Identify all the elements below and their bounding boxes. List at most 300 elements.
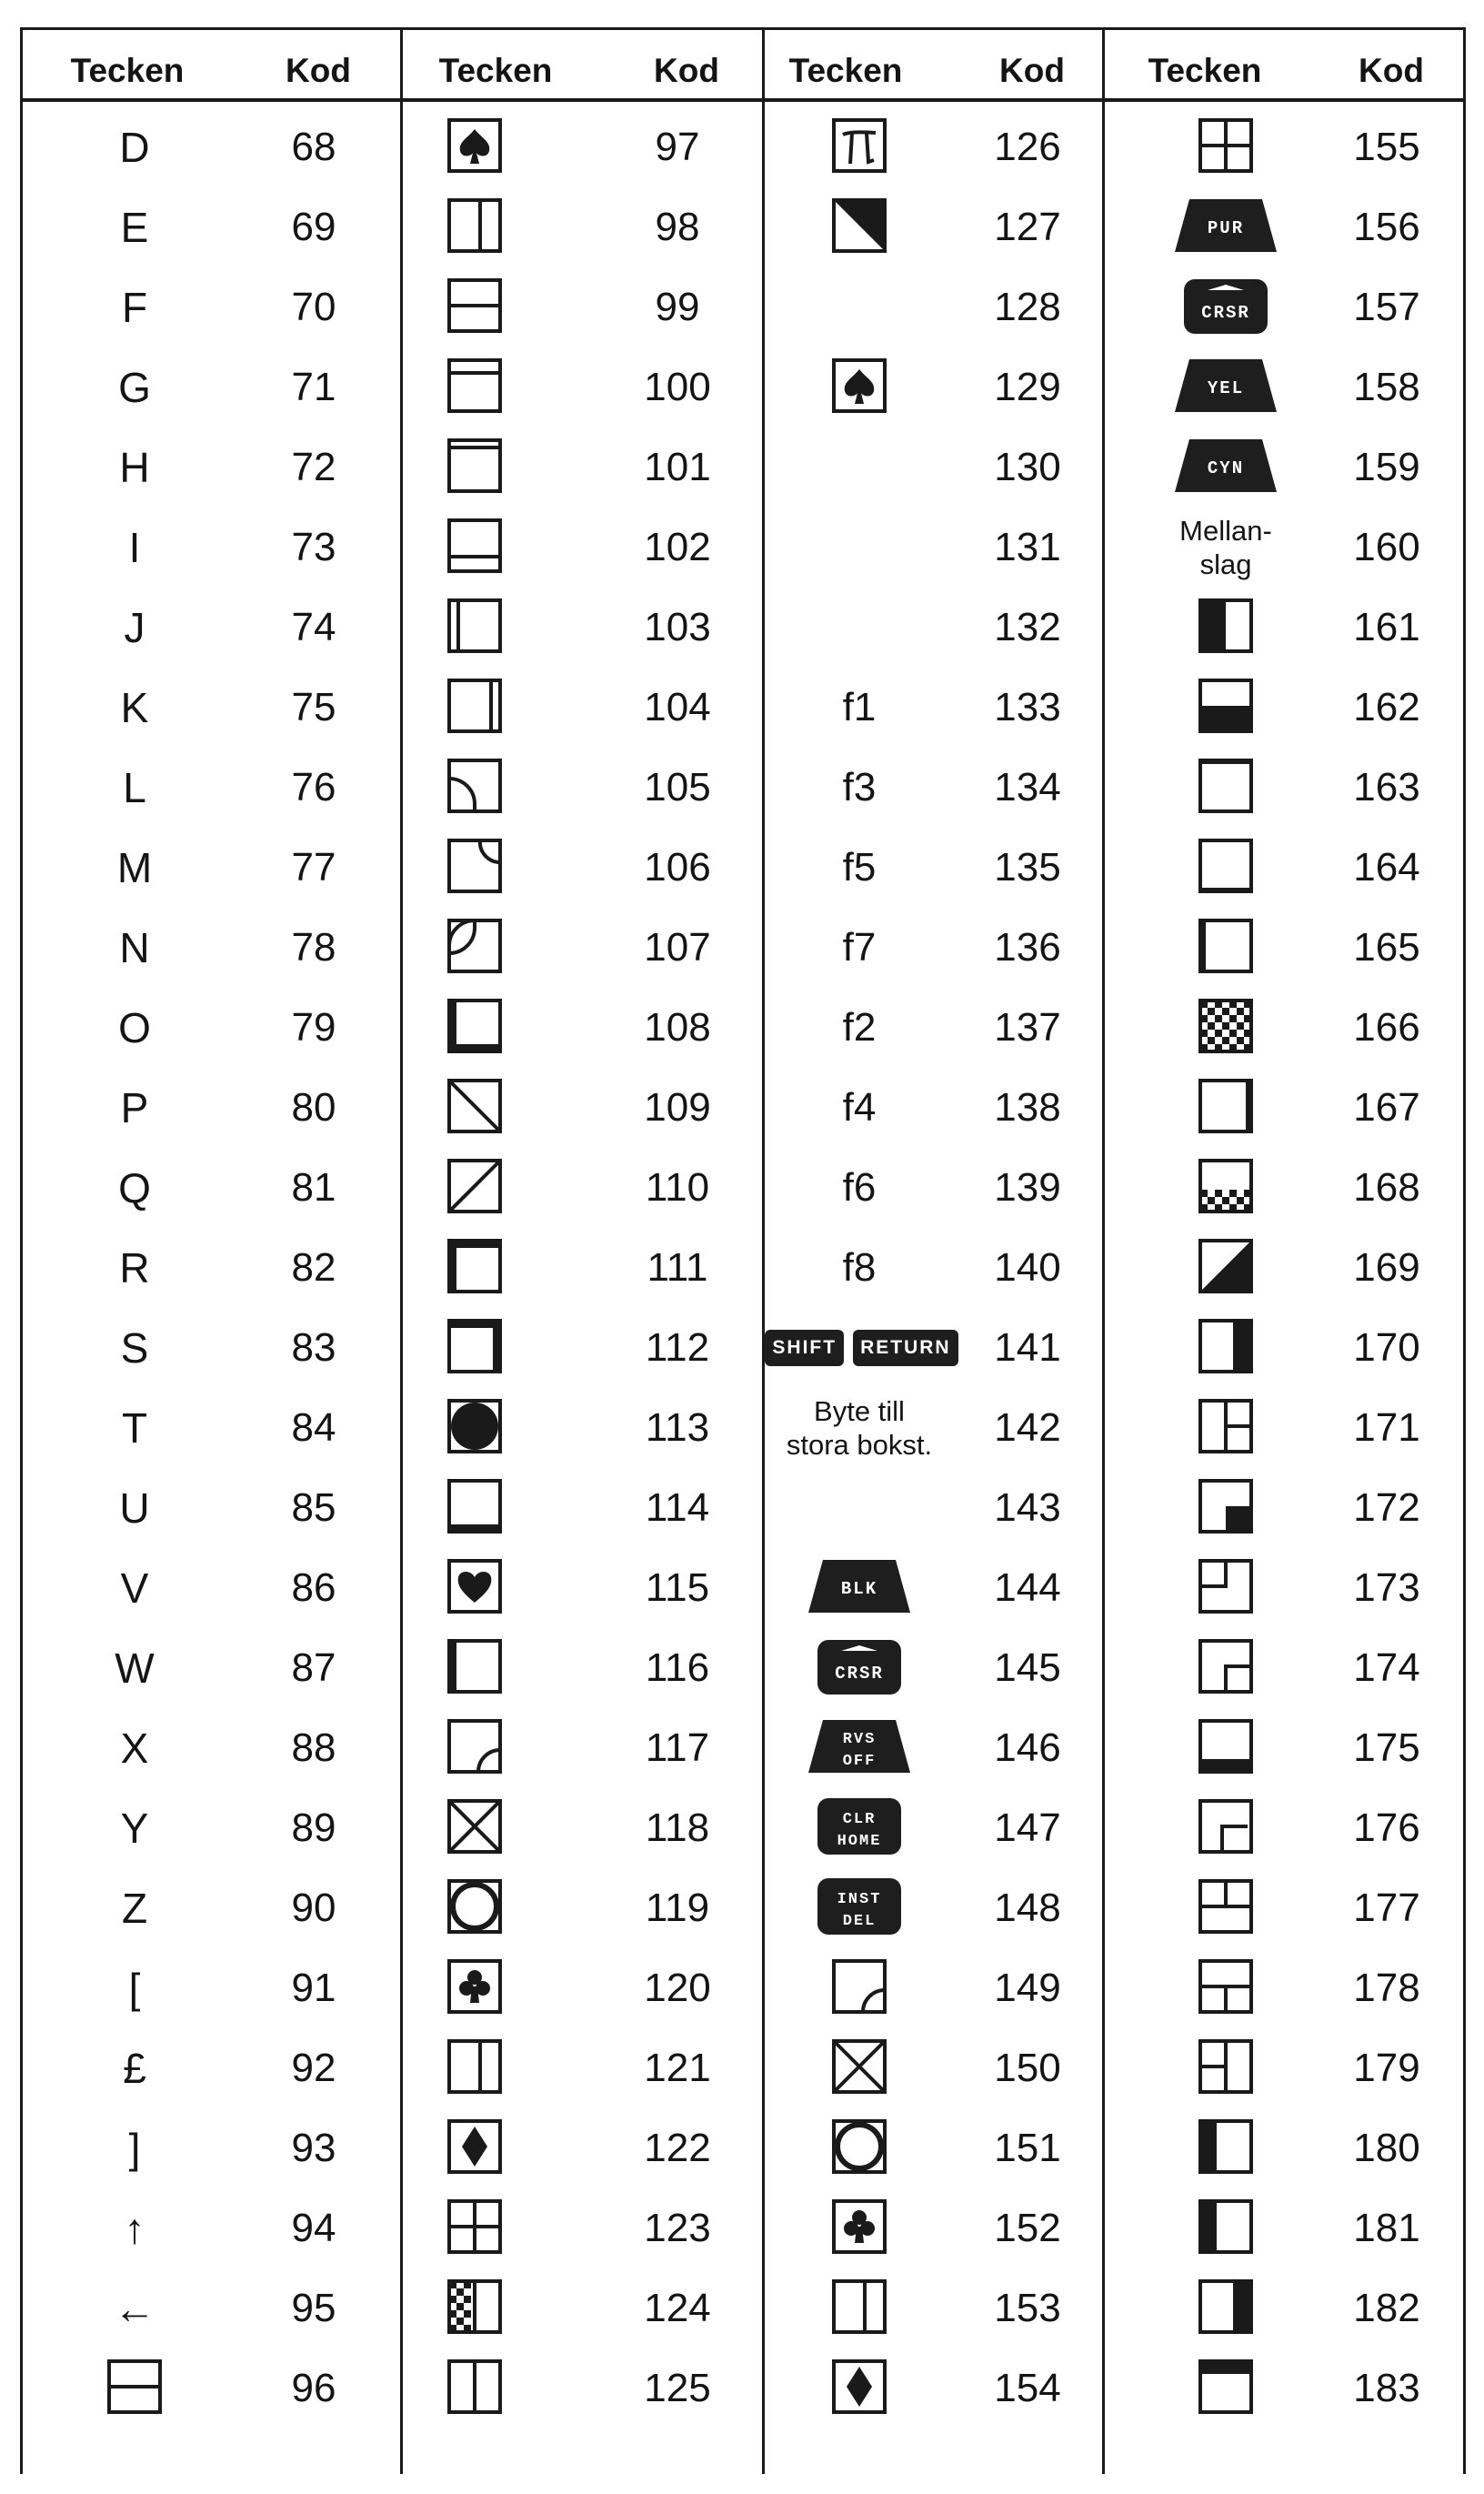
code-value: 169 xyxy=(1353,1245,1420,1290)
code-value: 160 xyxy=(1353,525,1420,569)
code-value: 99 xyxy=(655,285,700,329)
character-cell xyxy=(388,515,561,580)
code-value: 71 xyxy=(291,365,336,409)
code-value: 172 xyxy=(1353,1485,1420,1530)
pur-key-icon xyxy=(1171,196,1280,260)
character-cell xyxy=(388,995,561,1061)
code-value: 121 xyxy=(644,2046,711,2090)
character-cell xyxy=(388,755,561,820)
header-kod-2: Kod xyxy=(654,52,719,89)
code-value: 119 xyxy=(645,1886,710,1930)
character-cell xyxy=(388,275,561,340)
spade-icon xyxy=(446,116,504,179)
header-tecken-2: Tecken xyxy=(438,52,553,89)
character-value: X xyxy=(120,1725,149,1772)
code-value: 112 xyxy=(645,1325,710,1370)
character-value: ↑ xyxy=(124,2205,145,2252)
code-value: 83 xyxy=(291,1325,336,1370)
character-cell xyxy=(388,1795,561,1861)
header-kod-1: Kod xyxy=(286,52,351,89)
key-label: YEL xyxy=(1207,377,1245,398)
code-value: 155 xyxy=(1353,125,1420,169)
code-value: 90 xyxy=(291,1886,336,1930)
code-value: 182 xyxy=(1353,2286,1420,2330)
character-cell xyxy=(388,2356,561,2421)
code-value: 137 xyxy=(994,1005,1061,1050)
code-value: 75 xyxy=(291,685,336,729)
code-value: 163 xyxy=(1353,765,1420,810)
circle-outline-icon xyxy=(830,2117,888,2180)
code-value: 70 xyxy=(291,285,336,329)
code-value: 145 xyxy=(994,1645,1061,1690)
function-key-label: f4 xyxy=(842,1085,877,1130)
code-value: 158 xyxy=(1353,365,1420,409)
character-value: M xyxy=(116,844,153,891)
tee-up-icon xyxy=(1197,1877,1255,1940)
character-cell xyxy=(388,835,561,900)
code-value: 133 xyxy=(994,685,1061,729)
code-value: 88 xyxy=(291,1725,336,1770)
character-cell xyxy=(48,755,221,820)
code-value: 102 xyxy=(644,525,711,569)
code-value: 132 xyxy=(994,605,1061,649)
checker-bottom-icon xyxy=(1197,1157,1255,1220)
code-value: 166 xyxy=(1353,1005,1420,1050)
cross-x-icon xyxy=(446,1797,504,1860)
character-cell xyxy=(773,1075,946,1141)
bottom-thick-bar-icon xyxy=(1197,1717,1255,1780)
header-tecken-3: Tecken xyxy=(788,52,903,89)
code-value: 148 xyxy=(994,1886,1061,1930)
character-cell xyxy=(48,1475,221,1541)
key-label: HOME xyxy=(837,1832,882,1850)
character-value: ] xyxy=(128,2125,141,2172)
code-value: 127 xyxy=(994,205,1061,249)
character-cell xyxy=(388,1715,561,1781)
character-cell xyxy=(388,1956,561,2021)
character-cell xyxy=(1126,507,1326,588)
rvs-off-key-icon xyxy=(805,1716,914,1781)
code-value: 106 xyxy=(644,845,711,890)
code-value: 108 xyxy=(644,1005,711,1050)
character-cell xyxy=(1139,1155,1312,1221)
code-value: 141 xyxy=(994,1325,1061,1370)
code-value: 138 xyxy=(994,1085,1061,1130)
character-value: F xyxy=(121,284,148,331)
header-tecken-4: Tecken xyxy=(1148,52,1262,89)
character-cell xyxy=(1139,1235,1312,1301)
code-value: 125 xyxy=(644,2366,711,2410)
key-label: DEL xyxy=(842,1912,877,1930)
corner-top-left-icon xyxy=(446,1237,504,1300)
character-cell xyxy=(773,2116,946,2181)
character-value: I xyxy=(128,524,141,571)
character-cell xyxy=(388,1876,561,1941)
character-value: N xyxy=(119,924,150,971)
code-value: 135 xyxy=(994,845,1061,890)
function-key-label: f3 xyxy=(842,765,877,810)
hline-lower-icon xyxy=(446,517,504,579)
arc-top-left-icon xyxy=(446,917,504,980)
character-cell xyxy=(1139,195,1312,260)
character-value: S xyxy=(120,1324,149,1372)
character-value: H xyxy=(119,444,150,491)
return-key-icon: RETURN xyxy=(853,1330,958,1366)
code-value: 105 xyxy=(644,765,711,810)
column-divider-2 xyxy=(762,27,765,2474)
character-cell xyxy=(1139,995,1312,1061)
character-value: T xyxy=(121,1404,148,1452)
character-cell xyxy=(773,1155,946,1221)
code-value: 162 xyxy=(1353,685,1420,729)
spade-icon xyxy=(830,357,888,419)
club-icon xyxy=(830,2197,888,2260)
filled-circle-icon xyxy=(446,1397,504,1460)
character-value: P xyxy=(120,1084,149,1131)
character-cell xyxy=(48,275,221,340)
character-cell xyxy=(1139,2356,1312,2421)
code-value: 128 xyxy=(994,285,1061,329)
character-cell xyxy=(773,115,946,180)
character-cell xyxy=(48,1155,221,1221)
code-value: 150 xyxy=(994,2046,1061,2090)
character-cell xyxy=(773,1555,946,1621)
code-value: 181 xyxy=(1353,2206,1420,2250)
character-cell xyxy=(48,355,221,420)
code-value: 167 xyxy=(1353,1085,1420,1130)
character-value: Y xyxy=(120,1805,149,1852)
character-cell xyxy=(1139,1475,1312,1541)
cross-x-icon xyxy=(830,2037,888,2100)
character-cell xyxy=(1139,1956,1312,2021)
key-label: CYN xyxy=(1207,458,1245,478)
character-value: [ xyxy=(128,1965,141,2012)
character-cell xyxy=(48,675,221,740)
code-value: 144 xyxy=(994,1565,1061,1610)
character-cell xyxy=(48,995,221,1061)
inst-del-key-icon xyxy=(805,1876,914,1941)
code-value: 85 xyxy=(291,1485,336,1530)
character-value: U xyxy=(119,1484,150,1532)
cross-plus-icon xyxy=(1197,116,1255,179)
character-value: D xyxy=(119,124,150,171)
checker-left-icon xyxy=(446,2278,504,2340)
code-value: 151 xyxy=(994,2126,1061,2170)
code-value: 103 xyxy=(644,605,711,649)
character-cell xyxy=(773,1795,946,1861)
column-divider-left xyxy=(20,27,23,2474)
clr-home-key-icon xyxy=(805,1796,914,1861)
code-value: 161 xyxy=(1353,605,1420,649)
header-top-rule xyxy=(20,27,1466,30)
code-value: 146 xyxy=(994,1725,1061,1770)
character-cell xyxy=(388,1235,561,1301)
character-value: L xyxy=(123,764,146,811)
code-value: 126 xyxy=(994,125,1061,169)
code-value: 164 xyxy=(1353,845,1420,890)
character-cell xyxy=(773,2036,946,2101)
header-bottom-rule xyxy=(20,98,1466,102)
character-cell xyxy=(773,1715,946,1781)
crsr-key-icon xyxy=(1171,276,1280,340)
character-cell xyxy=(48,1795,221,1861)
character-cell xyxy=(1139,435,1312,500)
arc-bottom-right-icon xyxy=(830,1957,888,2020)
header-kod-4: Kod xyxy=(1359,52,1424,89)
crsr-key-icon xyxy=(805,1636,914,1701)
character-cell xyxy=(48,1235,221,1301)
column-divider-3 xyxy=(1102,27,1105,2474)
diagonal-up-icon xyxy=(446,1157,504,1220)
character-cell xyxy=(1139,675,1312,740)
code-value: 159 xyxy=(1353,445,1420,489)
key-label: PUR xyxy=(1207,217,1245,238)
character-cell xyxy=(1139,115,1312,180)
hline-mid-icon xyxy=(105,2358,164,2420)
function-key-label: f1 xyxy=(842,685,877,729)
right-thick-bar-icon xyxy=(1197,1317,1255,1380)
code-value: 178 xyxy=(1353,1966,1420,2010)
code-value: 111 xyxy=(647,1245,708,1290)
character-cell xyxy=(388,2036,561,2101)
code-value: 80 xyxy=(291,1085,336,1130)
vline-right-icon xyxy=(446,677,504,739)
right-thick-bar-icon xyxy=(1197,2278,1255,2340)
code-value: 96 xyxy=(291,2366,336,2410)
blk-key-icon xyxy=(805,1556,914,1621)
character-cell xyxy=(388,595,561,660)
character-cell xyxy=(773,2196,946,2261)
bottom-bar-icon xyxy=(1197,837,1255,900)
diamond-icon xyxy=(830,2358,888,2420)
arc-bottom-left-icon xyxy=(446,757,504,820)
hline-top-icon xyxy=(446,437,504,499)
character-cell xyxy=(388,1075,561,1141)
code-value: 173 xyxy=(1353,1565,1420,1610)
function-key-label: f7 xyxy=(842,925,877,970)
triangle-top-right-icon xyxy=(830,196,888,259)
character-cell xyxy=(388,355,561,420)
character-cell xyxy=(48,435,221,500)
character-cell xyxy=(48,1635,221,1701)
tee-down-icon xyxy=(1197,1957,1255,2020)
character-value: O xyxy=(118,1004,151,1051)
character-cell xyxy=(48,1876,221,1941)
arc-bottom-right-icon xyxy=(446,1717,504,1780)
character-cell xyxy=(773,515,946,580)
cyn-key-icon xyxy=(1171,436,1280,500)
code-value: 170 xyxy=(1353,1325,1420,1370)
code-value: 154 xyxy=(994,2366,1061,2410)
code-value: 76 xyxy=(291,765,336,810)
character-value: G xyxy=(118,364,151,411)
key-label: CRSR xyxy=(835,1663,884,1684)
code-value: 69 xyxy=(291,205,336,249)
function-key-label: f2 xyxy=(842,1005,877,1050)
character-cell xyxy=(48,1956,221,2021)
vline-center-right-icon xyxy=(446,196,504,259)
character-cell xyxy=(773,2356,946,2421)
corner-top-right-icon xyxy=(446,1317,504,1380)
character-description xyxy=(787,1394,932,1462)
character-cell xyxy=(388,2276,561,2341)
character-cell xyxy=(773,755,946,820)
key-label: INST xyxy=(837,1890,882,1908)
code-value: 116 xyxy=(645,1645,710,1690)
corner-bl-icon xyxy=(1197,1637,1255,1700)
character-cell xyxy=(48,1075,221,1141)
character-cell xyxy=(1139,755,1312,820)
code-value: 73 xyxy=(291,525,336,569)
character-cell xyxy=(773,995,946,1061)
code-value: 143 xyxy=(994,1485,1061,1530)
character-cell xyxy=(1139,915,1312,981)
character-cell xyxy=(48,515,221,580)
character-value: Z xyxy=(121,1885,148,1932)
code-value: 104 xyxy=(644,685,711,729)
code-value: 122 xyxy=(644,2126,711,2170)
vline-left-icon xyxy=(446,597,504,659)
code-value: 139 xyxy=(994,1165,1061,1210)
code-value: 77 xyxy=(291,845,336,890)
character-cell xyxy=(773,195,946,260)
character-cell xyxy=(1139,2116,1312,2181)
character-description xyxy=(1179,514,1272,581)
triangle-bottom-right-icon xyxy=(1197,1237,1255,1300)
code-value: 136 xyxy=(994,925,1061,970)
code-value: 142 xyxy=(994,1405,1061,1450)
character-value: K xyxy=(120,684,149,731)
character-cell xyxy=(48,2356,221,2421)
character-cell xyxy=(388,195,561,260)
code-value: 165 xyxy=(1353,925,1420,970)
character-cell xyxy=(48,1315,221,1381)
character-cell xyxy=(388,2196,561,2261)
function-key-label: f8 xyxy=(842,1245,877,1290)
character-cell xyxy=(48,595,221,660)
code-value: 117 xyxy=(645,1725,710,1770)
character-cell xyxy=(388,915,561,981)
tee-right-icon xyxy=(1197,1397,1255,1460)
character-cell xyxy=(750,1315,973,1381)
code-value: 113 xyxy=(645,1405,710,1450)
function-key-label: f6 xyxy=(842,1165,877,1210)
code-value: 110 xyxy=(645,1165,710,1210)
character-cell xyxy=(773,595,946,660)
code-value: 179 xyxy=(1353,2046,1420,2090)
code-value: 79 xyxy=(291,1005,336,1050)
code-value: 107 xyxy=(644,925,711,970)
character-cell xyxy=(48,195,221,260)
diagonal-down-icon xyxy=(446,1077,504,1140)
character-cell xyxy=(773,1475,946,1541)
character-cell xyxy=(1139,595,1312,660)
character-cell xyxy=(48,835,221,900)
hline-upper-icon xyxy=(446,357,504,419)
character-cell xyxy=(1139,1395,1312,1461)
character-cell xyxy=(48,915,221,981)
code-value: 157 xyxy=(1353,285,1420,329)
top-thick-bar-icon xyxy=(1197,2358,1255,2420)
character-cell xyxy=(1139,1795,1312,1861)
code-value: 109 xyxy=(644,1085,711,1130)
left-bar-icon xyxy=(1197,917,1255,980)
character-cell xyxy=(1139,2276,1312,2341)
code-value: 168 xyxy=(1353,1165,1420,1210)
character-cell xyxy=(48,115,221,180)
heart-icon xyxy=(446,1557,504,1620)
hline-bottom-icon xyxy=(446,1477,504,1540)
description-line: Byte till xyxy=(814,1395,905,1427)
code-value: 147 xyxy=(994,1805,1061,1850)
character-value: R xyxy=(119,1244,150,1292)
character-cell xyxy=(48,1395,221,1461)
character-cell xyxy=(773,1876,946,1941)
character-cell xyxy=(388,1475,561,1541)
code-value: 152 xyxy=(994,2206,1061,2250)
code-value: 86 xyxy=(291,1565,336,1610)
code-value: 120 xyxy=(644,1966,711,2010)
character-cell xyxy=(388,2116,561,2181)
vline-center-right-icon xyxy=(446,2037,504,2100)
diamond-icon xyxy=(446,2117,504,2180)
character-cell xyxy=(773,435,946,500)
hline-center-icon xyxy=(446,277,504,339)
character-cell xyxy=(388,1315,561,1381)
column-divider-right xyxy=(1463,27,1466,2474)
code-value: 101 xyxy=(644,445,711,489)
code-value: 124 xyxy=(644,2286,711,2330)
code-value: 140 xyxy=(994,1245,1061,1290)
code-value: 171 xyxy=(1353,1405,1420,1450)
character-cell xyxy=(48,2196,221,2261)
code-value: 115 xyxy=(645,1565,710,1610)
character-cell xyxy=(1139,1876,1312,1941)
key-label: BLK xyxy=(840,1578,878,1599)
character-cell xyxy=(48,1555,221,1621)
key-label: OFF xyxy=(842,1752,877,1770)
quad-bottom-right-icon xyxy=(1197,1477,1255,1540)
code-value: 89 xyxy=(291,1805,336,1850)
code-value: 180 xyxy=(1353,2126,1420,2170)
character-cell xyxy=(759,1387,959,1469)
shift-key-icon: SHIFT xyxy=(765,1330,844,1366)
character-cell xyxy=(388,1155,561,1221)
corner-tl-icon xyxy=(1197,1797,1255,1860)
code-value: 177 xyxy=(1353,1886,1420,1930)
character-cell xyxy=(388,675,561,740)
character-cell xyxy=(1139,2036,1312,2101)
character-cell xyxy=(388,1635,561,1701)
code-value: 100 xyxy=(644,365,711,409)
code-value: 81 xyxy=(291,1165,336,1210)
code-value: 156 xyxy=(1353,205,1420,249)
corner-tr-icon xyxy=(1197,1557,1255,1620)
character-value: E xyxy=(120,204,149,251)
code-value: 98 xyxy=(655,205,700,249)
code-value: 183 xyxy=(1353,2366,1420,2410)
half-left-filled-icon xyxy=(1197,597,1255,659)
code-value: 91 xyxy=(291,1966,336,2010)
code-value: 74 xyxy=(291,605,336,649)
code-value: 131 xyxy=(994,525,1061,569)
key-label: CRSR xyxy=(1201,302,1250,323)
code-value: 84 xyxy=(291,1405,336,1450)
tee-left-icon xyxy=(1197,2037,1255,2100)
character-value: ← xyxy=(114,2285,155,2332)
code-value: 78 xyxy=(291,925,336,970)
character-cell xyxy=(48,2036,221,2101)
